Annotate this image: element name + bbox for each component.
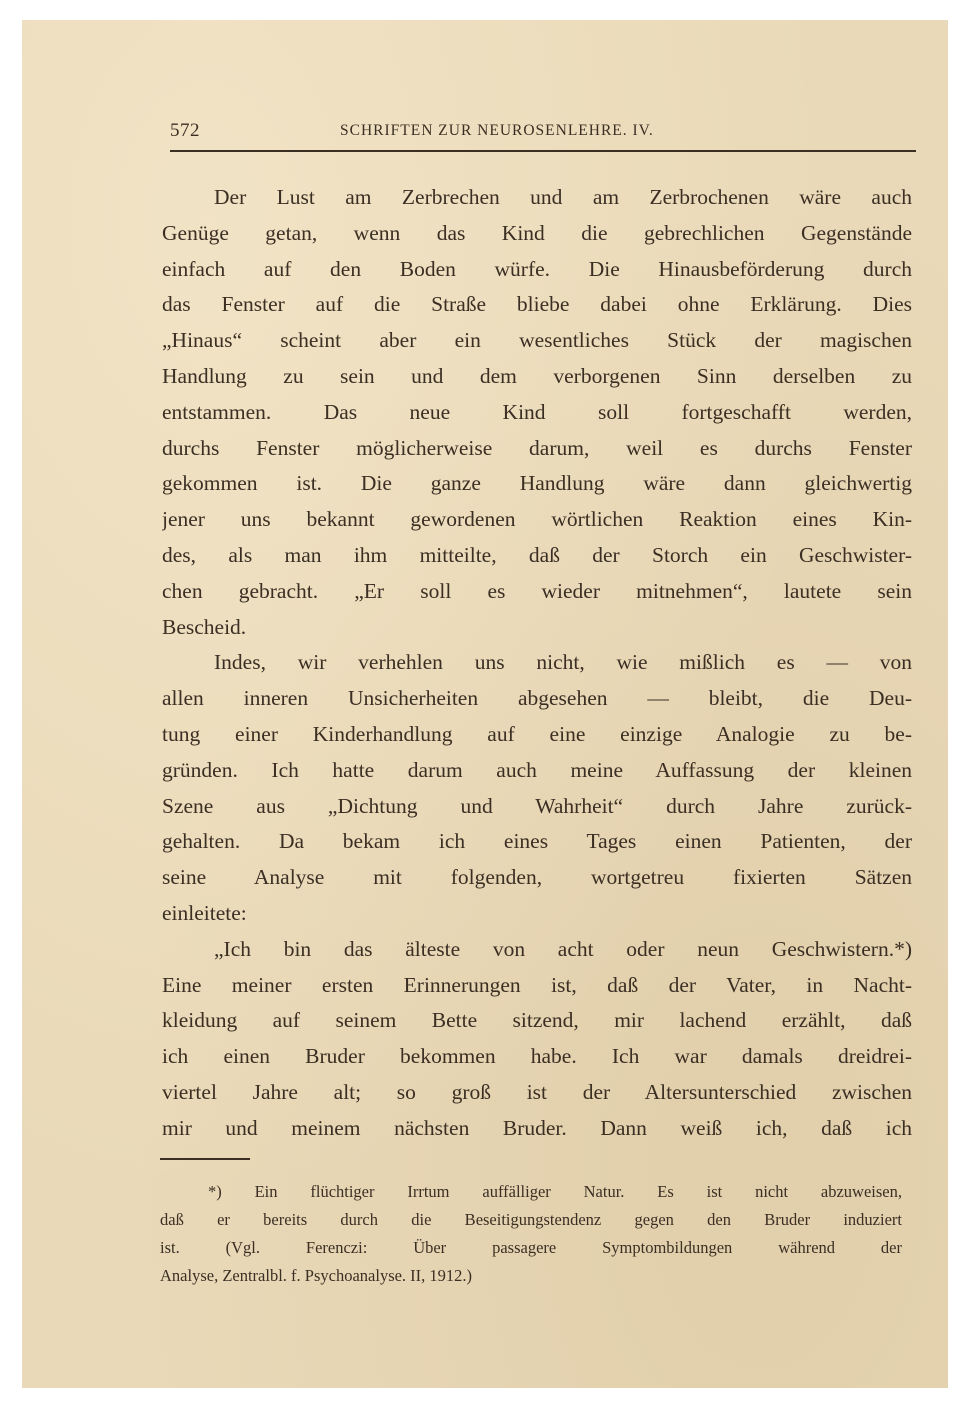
footnote: [160, 1178, 902, 1290]
text-line: seine Analyse mit folgenden, wortgetreu fixierten Sätzen: [162, 865, 912, 890]
footnote-rule: [160, 1158, 250, 1160]
text-line: tung einer Kinderhandlung auf eine einzige Analogie zu be-: [162, 721, 912, 746]
running-title: SCHRIFTEN ZUR NEUROSENLEHRE. IV.: [340, 122, 654, 139]
main-text: [162, 180, 912, 1147]
text-line: „Ich bin das älteste von acht oder neun Geschwistern.*): [214, 936, 912, 961]
text-line: einleitete:: [162, 900, 247, 925]
text-line: Genüge getan, wenn das Kind die gebrechlichen Gegenstände: [162, 220, 912, 245]
text-line: Szene aus „Dichtung und Wahrheit“ durch Jahre zurück-: [162, 793, 912, 818]
footnote-line: ist. (Vgl. Ferenczi: Über passagere Symptombildungen während der: [160, 1238, 902, 1257]
text-line: Eine meiner ersten Erinnerungen ist, daß der Vater, in Nacht-: [162, 972, 912, 997]
text-line: Indes, wir verhehlen uns nicht, wie mißlich es — von: [214, 650, 912, 675]
text-line: des, als man ihm mitteilte, daß der Storch ein Geschwister-: [162, 542, 912, 567]
text-line: jener uns bekannt gewordenen wörtlichen Reaktion eines Kin-: [162, 507, 912, 532]
text-line: Der Lust am Zerbrechen und am Zerbrochenen wäre auch: [214, 185, 912, 209]
footnote-line: Analyse, Zentralbl. f. Psychoanalyse. II, 1912.): [160, 1266, 473, 1285]
header-rule: [170, 150, 916, 152]
text-line: gekommen ist. Die ganze Handlung wäre dann gleichwertig: [162, 471, 912, 496]
text-line: viertel Jahre alt; so groß ist der Altersunterschied zwischen: [162, 1079, 912, 1104]
running-head: [170, 120, 912, 148]
footnote-line: *) Ein flüchtiger Irrtum auffälliger Natur. Es ist nicht abzuweisen,: [208, 1182, 902, 1201]
book-page: [22, 20, 948, 1388]
text-line: kleidung auf seinem Bette sitzend, mir lachend erzählt, daß: [162, 1008, 912, 1033]
text-line: Bescheid.: [162, 614, 247, 639]
text-line: mir und meinem nächsten Bruder. Dann weiß ich, daß ich: [162, 1115, 912, 1140]
page-number: 572: [170, 120, 200, 141]
text-line: entstammen. Das neue Kind soll fortgeschafft werden,: [162, 399, 912, 424]
text-line: das Fenster auf die Straße bliebe dabei ohne Erklärung. Dies: [162, 292, 912, 317]
text-line: Handlung zu sein und dem verborgenen Sinn derselben zu: [162, 363, 912, 388]
text-line: gründen. Ich hatte darum auch meine Auffassung der kleinen: [162, 757, 912, 782]
text-line: chen gebracht. „Er soll es wieder mitnehmen“, lautete sein: [162, 578, 912, 603]
text-line: ich einen Bruder bekommen habe. Ich war damals dreidrei-: [162, 1044, 912, 1069]
text-line: einfach auf den Boden würfe. Die Hinausbeförderung durch: [162, 256, 912, 281]
footnote-line: daß er bereits durch die Beseitigungstendenz gegen den Bruder induziert: [160, 1210, 902, 1229]
text-line: allen inneren Unsicherheiten abgesehen — bleibt, die Deu-: [162, 686, 912, 711]
text-line: „Hinaus“ scheint aber ein wesentliches Stück der magischen: [162, 328, 912, 353]
text-line: gehalten. Da bekam ich eines Tages einen Patienten, der: [162, 829, 912, 854]
text-line: durchs Fenster möglicherweise darum, weil es durchs Fenster: [162, 435, 912, 460]
